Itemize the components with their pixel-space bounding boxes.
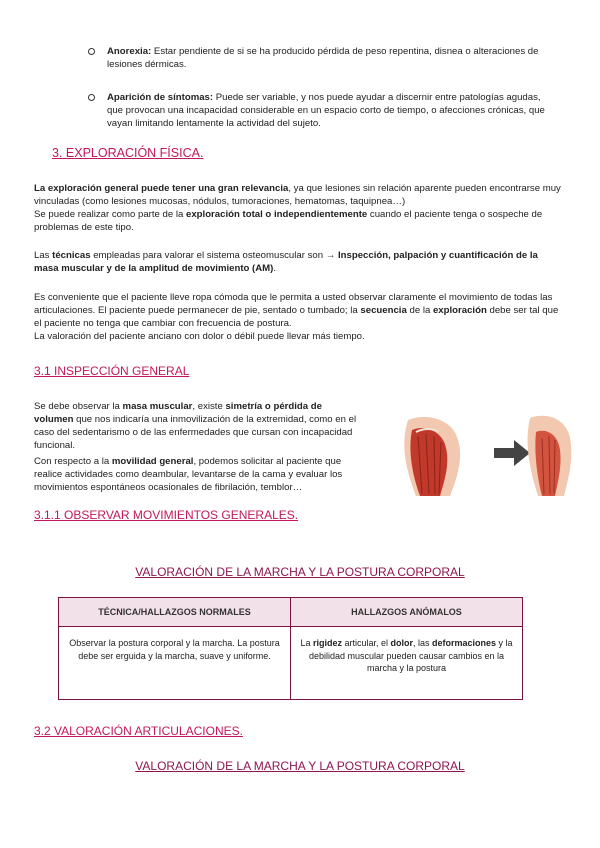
table-title: VALORACIÓN DE LA MARCHA Y LA POSTURA CORPORAL [135,565,465,579]
section-3-paragraph-3: Es conveniente que el paciente lleve ropa cómoda que le permita a usted observar claramente el movimiento de todas las articulaciones. El paciente puede permanecer de pie, sentado o tumbado; la secuencia de la exploración debe ser tal que el paciente no tenga que cambiar con frecuencia de postura. La valoración del paciente anciano con dolor o débil puede llevar más tiempo. [34,292,559,342]
section-3-1-title: 3.1 INSPECCIÓN GENERAL [34,364,190,378]
bullet-text: Puede ser variable, y nos puede ayudar a discernir entre patologías agudas, que provocan una incapacidad considerable en un espacio corto de tiempo, o afecciones crónicas, que vayan limitando lentamente la actividad del sujeto. [107,92,545,129]
arm-muscle-image-after [522,410,578,496]
table-cell: Observar la postura corporal y la marcha. La postura debe ser erguida y la marcha, suave y uniforme. [59,627,291,700]
section-3-1-paragraph-2: Con respecto a la movilidad general, podemos solicitar al paciente que realice actividades como deambular, levantarse de la cama y evaluar los movimientos espontáneos ocasionales de fibrilación, temblor… [34,456,343,493]
bullet-sintomas [88,91,558,130]
bullet-text: Estar pendiente de si se ha producido pérdida de peso repentina, disnea o alteraciones de lesiones dérmicas. [107,46,539,70]
section-3-paragraph-2: Las técnicas empleadas para valorar el sistema osteomuscular son → Inspección, palpación y cuantificación de la masa muscular y de la amplitud de movimiento (AM). [34,250,538,274]
table-header: TÉCNICA/HALLAZGOS NORMALES [59,598,291,627]
section-3-title: 3. EXPLORACIÓN FÍSICA. [52,146,204,160]
section-3-1-1-title: 3.1.1 OBSERVAR MOVIMIENTOS GENERALES. [34,508,299,522]
bullet-term: Anorexia: [107,46,152,57]
section-3-1-paragraph-1: Se debe observar la masa muscular, existe simetría o pérdida de volumen que nos indicaría una inmovilización de la extremidad, como en el caso del sedentarismo o de las enfermedades que cursan con incapacidad funcional. [34,401,357,451]
bullet-anorexia [88,45,558,71]
valoracion-table [58,597,523,700]
bullet-circle-icon [88,48,95,55]
table-title-2: VALORACIÓN DE LA MARCHA Y LA POSTURA CORPORAL [135,759,465,773]
bullet-term: Aparición de síntomas: [107,92,214,103]
table-header: HALLAZGOS ANÓMALOS [291,598,523,627]
section-3-2-title: 3.2 VALORACIÓN ARTICULACIONES. [34,724,243,738]
table-cell: La rigidez articular, el dolor, las deformaciones y la debilidad muscular pueden causar cambios en la marcha y la postura [291,627,523,700]
section-3-paragraph-1: La exploración general puede tener una gran relevancia, ya que lesiones sin relación aparente pueden encontrarse muy vinculadas (como lesiones mucosas, nódulos, tumoraciones, hematomas, taquipnea…) Se puede realizar como parte de la exploración total o independientemente cuando el paciente tenga o sospeche de problemas de este tipo. [34,183,561,233]
arm-muscle-image-before [398,410,470,496]
bullet-circle-icon [88,94,95,101]
